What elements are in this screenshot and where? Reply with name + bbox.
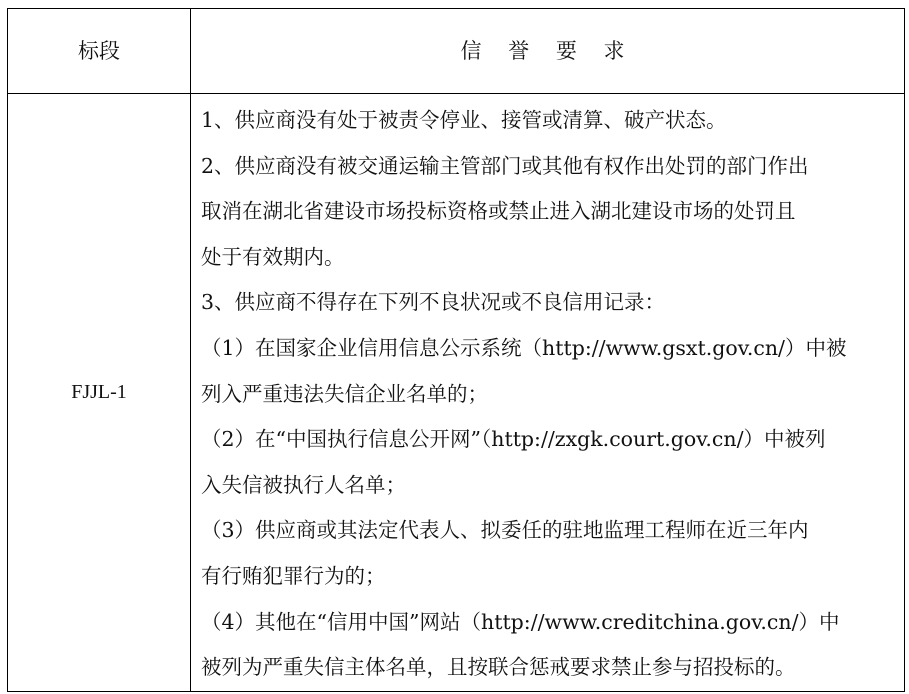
requirement-line: 处于有效期内。 [201,244,345,269]
requirement-cell [191,94,905,692]
requirement-line: 取消在湖北省建设市场投标资格或禁止进入湖北建设市场的处罚且 [201,199,796,224]
table-header-row [8,9,905,94]
table-row [8,94,905,692]
header-requirement: 信 誉 要 求 [191,9,905,94]
requirement-line: （4）其他在“信用中国”网站（http://www.creditchina.gov.cn/）中 [201,609,840,634]
requirement-line: （2）在“中国执行信息公开网”（http://zxgk.court.gov.cn/）中被列 [201,427,826,452]
header-segment: 标段 [8,9,191,94]
requirement-line: （3）供应商或其法定代表人、拟委任的驻地监理工程师在近三年内 [201,518,809,543]
requirement-line: 被列为严重失信主体名单，且按联合惩戒要求禁止参与招投标的。 [201,655,796,680]
requirement-line: 1、供应商没有处于被责令停业、接管或清算、破产状态。 [201,108,727,132]
requirement-line: （1）在国家企业信用信息公示系统（http://www.gsxt.gov.cn/）中被 [201,335,847,360]
requirement-line: 列入严重违法失信企业名单的； [201,381,488,406]
segment-cell: FJJL-1 [8,94,191,692]
credit-requirements-table [7,8,905,692]
requirement-line: 3、供应商不得存在下列不良状况或不良信用记录： [201,290,666,315]
requirement-line: 有行贿犯罪行为的； [201,563,386,588]
requirement-line: 2、供应商没有被交通运输主管部门或其他有权作出处罚的部门作出 [201,153,809,178]
requirement-line: 入失信被执行人名单； [201,472,406,497]
